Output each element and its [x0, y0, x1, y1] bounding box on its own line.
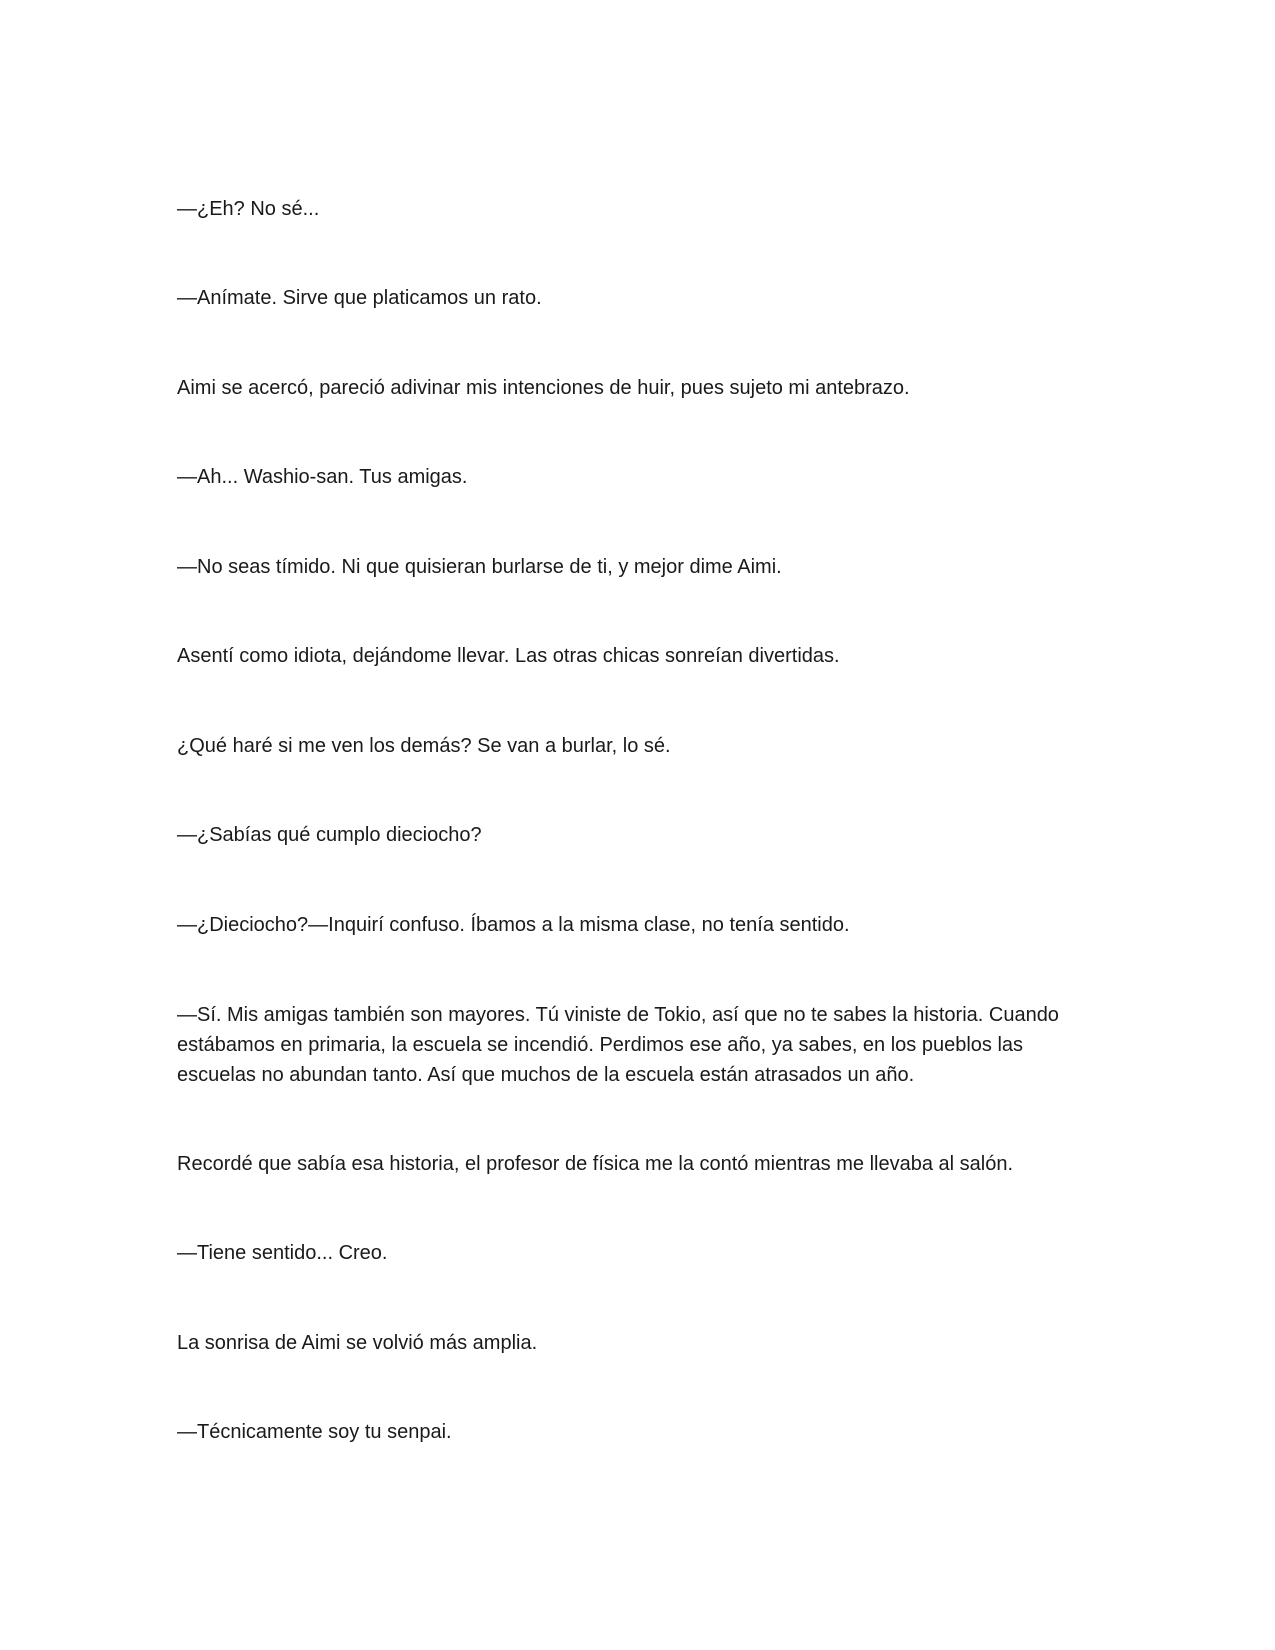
paragraph-13: La sonrisa de Aimi se volvió más amplia.: [177, 1332, 538, 1354]
paragraph-6: Asentí como idiota, dejándome llevar. Las otras chicas sonreían divertidas.: [177, 645, 840, 667]
paragraph-4: —Ah... Washio-san. Tus amigas.: [177, 466, 468, 488]
paragraph-2: —Anímate. Sirve que platicamos un rato.: [177, 287, 542, 309]
paragraph-7: ¿Qué haré si me ven los demás? Se van a burlar, lo sé.: [177, 735, 671, 757]
paragraph-11: Recordé que sabía esa historia, el profesor de física me la contó mientras me llevaba al salón.: [177, 1153, 1013, 1175]
paragraph-12: —Tiene sentido... Creo.: [177, 1242, 388, 1264]
paragraph-10: —Sí. Mis amigas también son mayores. Tú viniste de Tokio, así que no te sabes la historia. Cuando estábamos en primaria, la escuela se incendió. Perdimos ese año, ya sabes, en los pueblos las escuelas no abundan tanto. Así que muchos de la escuela están atrasados un año.: [177, 1004, 1059, 1086]
paragraph-14: —Técnicamente soy tu senpai.: [177, 1421, 452, 1443]
paragraph-9: —¿Dieciocho?—Inquirí confuso. Íbamos a la misma clase, no tenía sentido.: [177, 914, 850, 936]
paragraph-8: —¿Sabías qué cumplo dieciocho?: [177, 824, 482, 846]
paragraph-3: Aimi se acercó, pareció adivinar mis intenciones de huir, pues sujeto mi antebrazo.: [177, 377, 910, 399]
paragraph-5: —No seas tímido. Ni que quisieran burlarse de ti, y mejor dime Aimi.: [177, 556, 782, 578]
paragraph-1: —¿Eh? No sé...: [177, 198, 320, 220]
